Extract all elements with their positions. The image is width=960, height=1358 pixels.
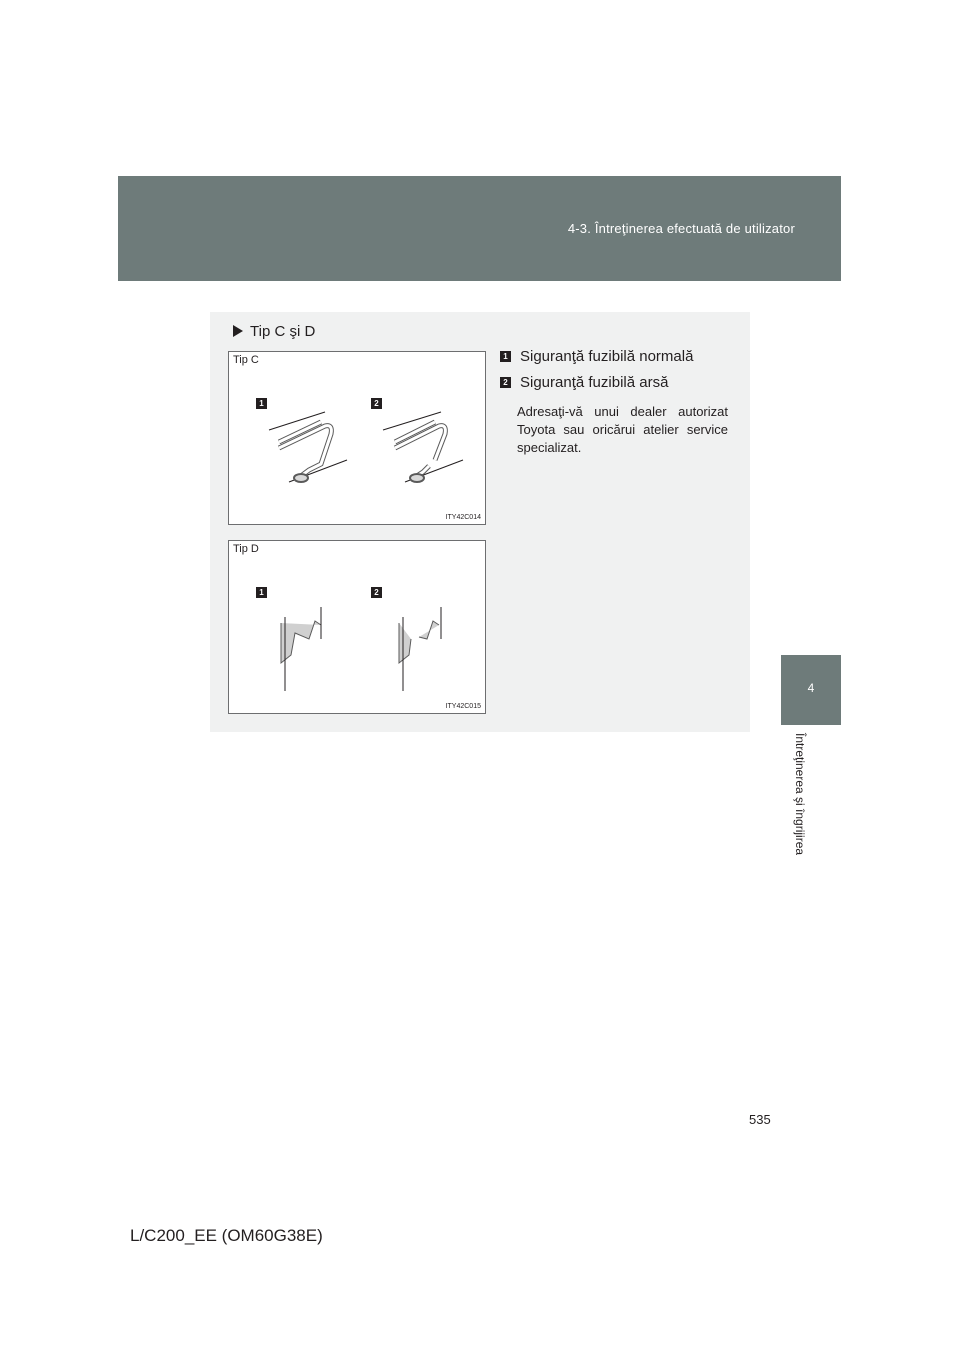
service-note: Adresaţi-vă unui dealer autorizat Toyota sau oricărui atelier service specializat. <box>517 404 728 455</box>
content-panel <box>210 312 750 732</box>
footer-document-code: L/C200_EE (OM60G38E) <box>130 1226 323 1245</box>
section-heading <box>233 323 315 340</box>
figure-badge-1: 1 <box>256 398 267 409</box>
figure-badge-1: 1 <box>256 587 267 598</box>
blade-fuse-d-illustration <box>229 541 485 713</box>
chapter-tab <box>781 655 841 725</box>
section-heading-text: Tip C şi D <box>250 323 316 340</box>
blade-fuse-c-illustration <box>229 352 485 524</box>
page-number: 535 <box>749 1112 771 1127</box>
figure-tip-c <box>228 351 486 525</box>
legend-text: Siguranţă fuzibilă normală <box>520 348 694 365</box>
section-title: 4-3. Întreţinerea efectuată de utilizator <box>567 221 795 236</box>
header-band <box>118 176 841 281</box>
figure-code: ITY42C014 <box>445 514 481 521</box>
figure-label: Tip C <box>233 354 259 366</box>
legend-badge: 1 <box>500 351 511 362</box>
figure-tip-d <box>228 540 486 714</box>
figure-label: Tip D <box>233 543 259 555</box>
legend-badge: 2 <box>500 377 511 388</box>
figure-badge-2: 2 <box>371 398 382 409</box>
figure-code: ITY42C015 <box>445 703 481 710</box>
legend-item <box>500 374 728 391</box>
legend-item <box>500 348 728 365</box>
fuse-legend <box>500 348 728 457</box>
triangle-bullet-icon <box>233 325 243 337</box>
figure-badge-2: 2 <box>371 587 382 598</box>
legend-text: Siguranţă fuzibilă arsă <box>520 374 669 391</box>
chapter-number: 4 <box>807 681 815 695</box>
chapter-side-label: Întreţinerea şi îngrijirea <box>793 733 807 856</box>
